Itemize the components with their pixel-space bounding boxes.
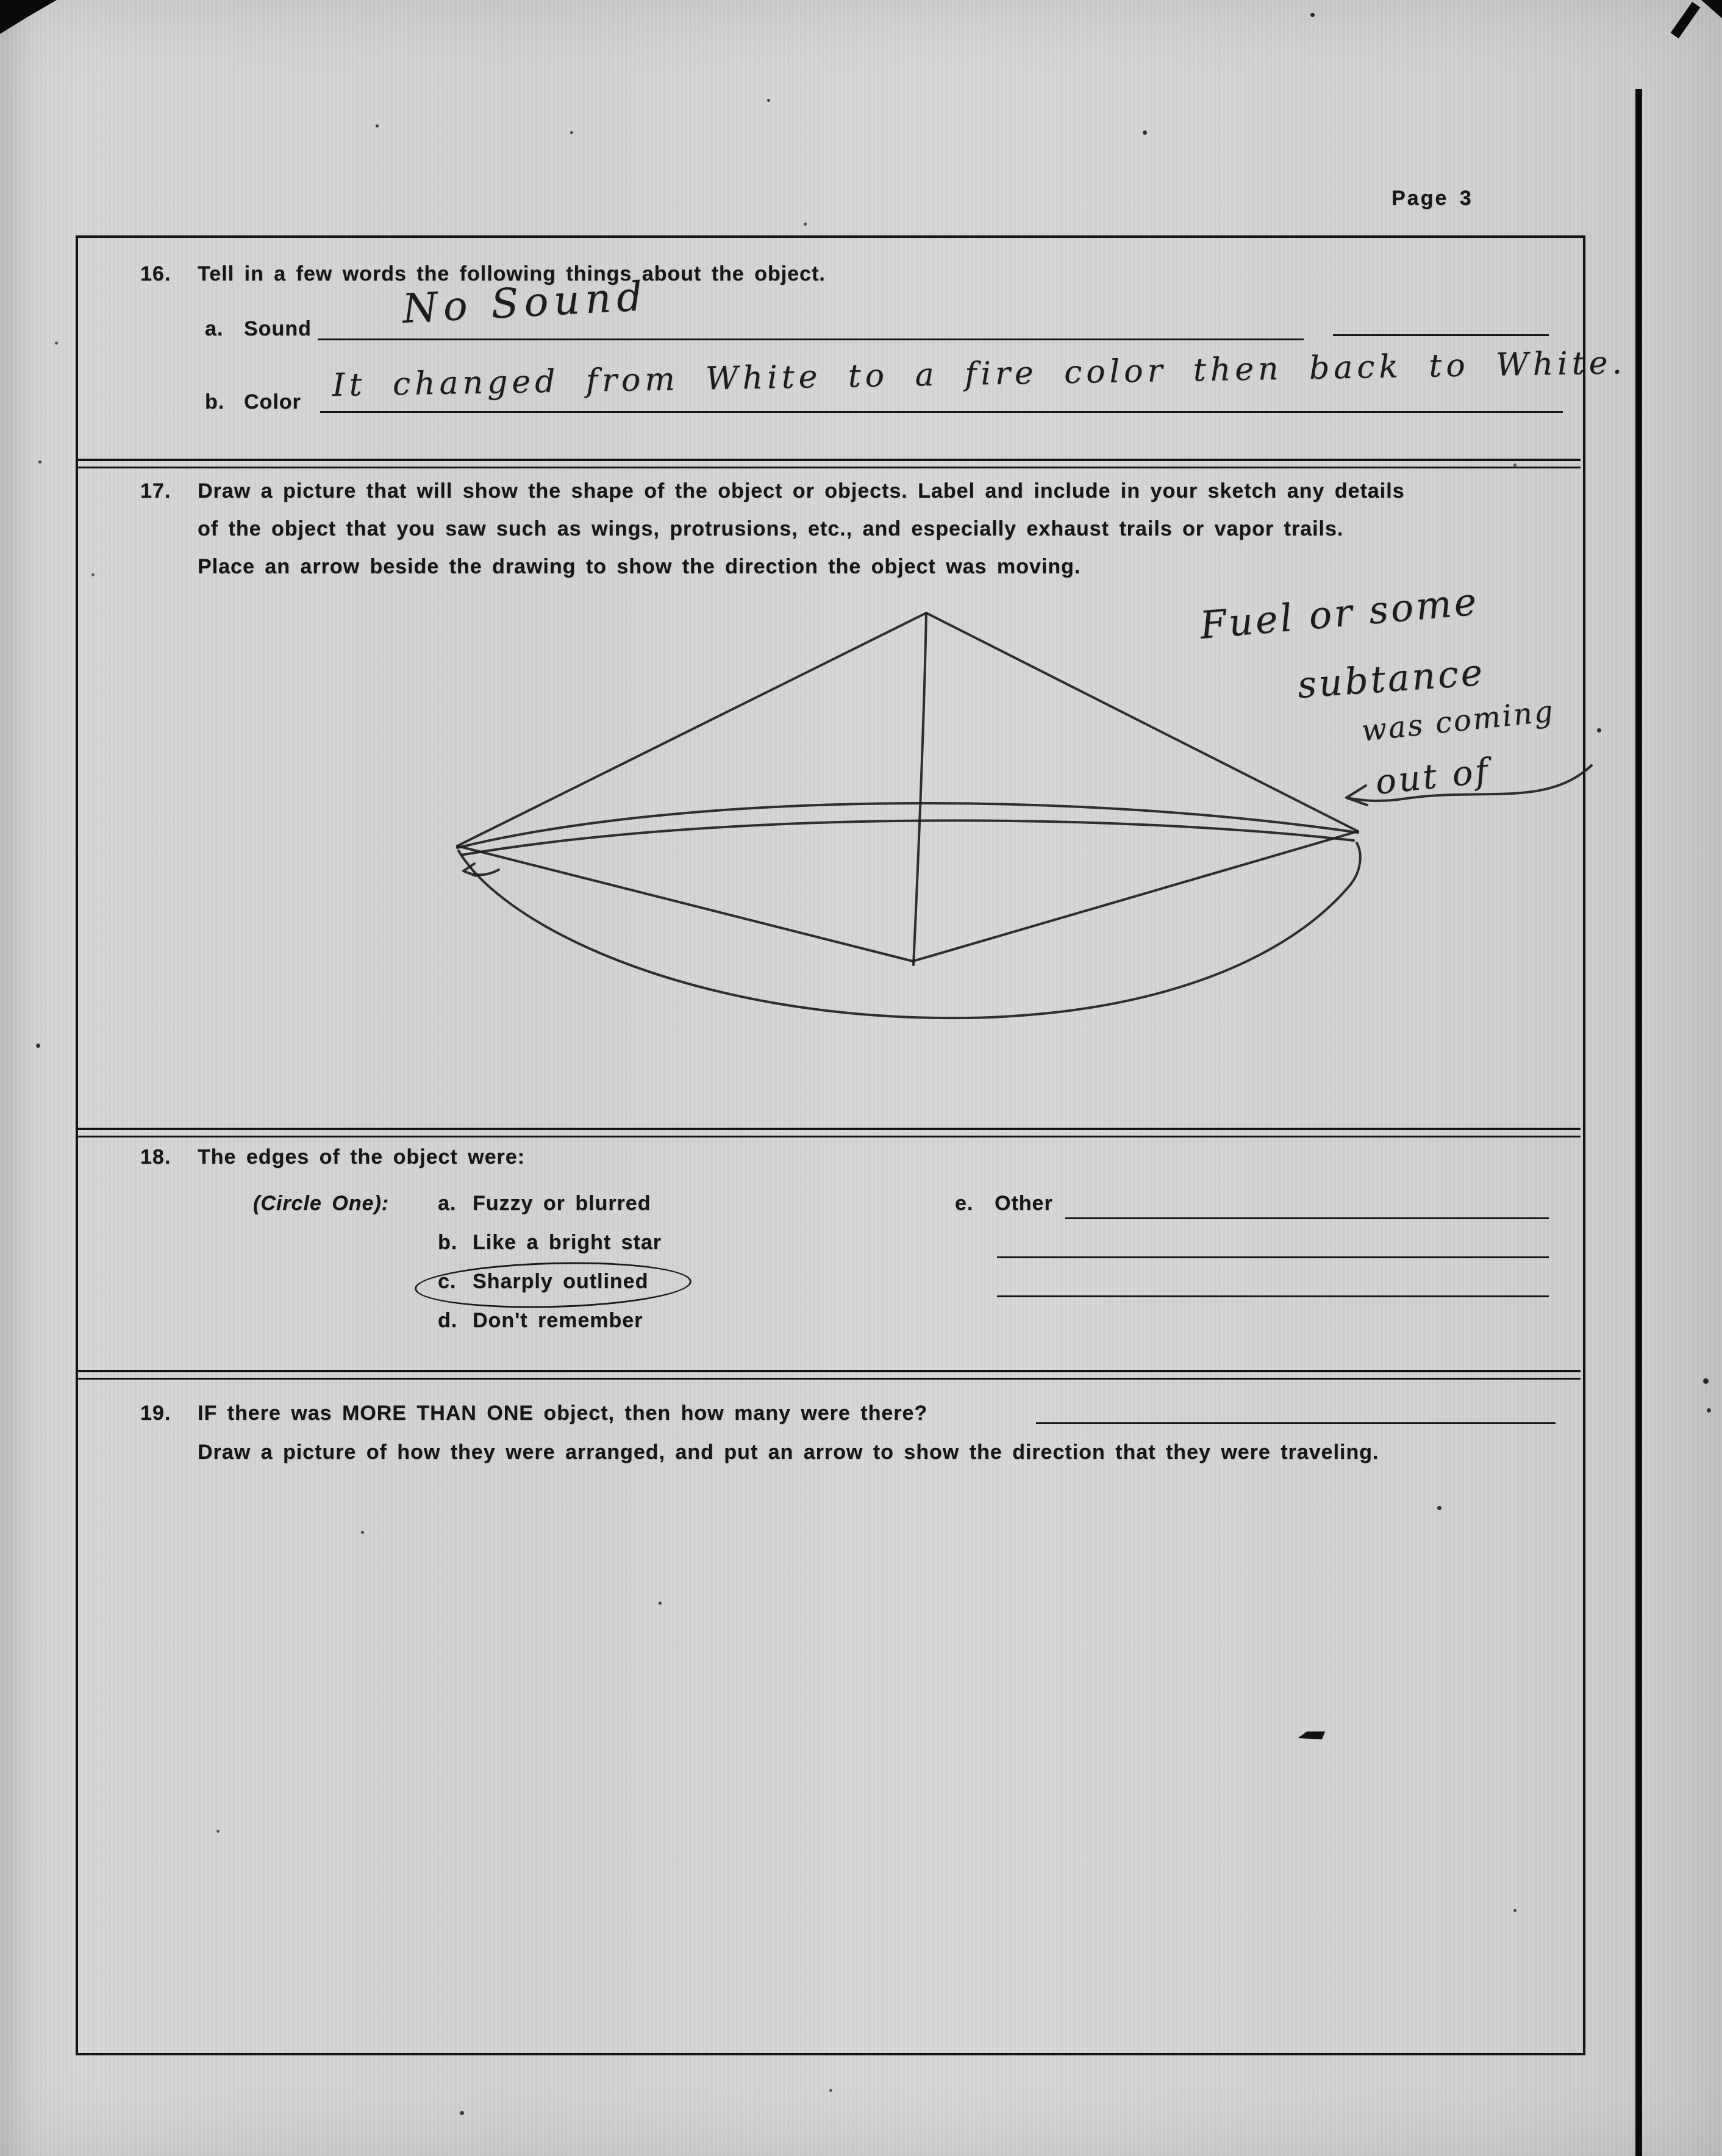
q18-option-b-label: Like a bright star <box>473 1231 662 1254</box>
q18-option-d-key: d. <box>438 1309 458 1332</box>
section-divider-1 <box>78 459 1581 468</box>
q18-option-c-key: c. <box>438 1270 457 1293</box>
q16b-answer-line <box>320 411 1563 413</box>
sketch-annotation-line4: out of <box>1373 751 1492 803</box>
q18-option-a-label: Fuzzy or blurred <box>473 1192 651 1215</box>
q18-number: 18. <box>140 1145 171 1169</box>
section-divider-2 <box>78 1128 1581 1137</box>
q19-number: 19. <box>140 1402 171 1425</box>
q16a-handwritten-answer: No Sound <box>401 272 649 332</box>
q16b-handwritten-answer: It changed from White to a fire color then back to White. <box>332 344 1627 404</box>
q17-text-line1: Draw a picture that will show the shape of the object or objects. Label and include in your sketch any details <box>198 479 1405 503</box>
section-divider-3 <box>78 1370 1581 1380</box>
sketch-annotation-line3: was coming <box>1360 693 1557 748</box>
q17-text-line2: of the object that you saw such as wings, protrusions, etc., and especially exhaust trails or vapor trails. <box>198 517 1344 540</box>
q17-text-line3: Place an arrow beside the drawing to show the direction the object was moving. <box>198 555 1081 578</box>
q18-option-c-label: Sharply outlined <box>473 1270 649 1293</box>
q19-text-line2: Draw a picture of how they were arranged, and put an arrow to show the direction that they were traveling. <box>198 1441 1379 1464</box>
q18-circle-one-label: (Circle One): <box>253 1192 390 1215</box>
q17-number: 17. <box>140 479 171 503</box>
q18-other-line-3 <box>997 1295 1549 1297</box>
scan-noise-specks <box>376 124 379 127</box>
q18-option-a-key: a. <box>438 1192 457 1215</box>
film-edge-bar <box>1635 89 1642 2156</box>
sketch-annotation-line1: Fuel or some <box>1198 579 1481 648</box>
q18-option-d-label: Don't remember <box>473 1309 643 1332</box>
q16b-label: Color <box>244 390 301 414</box>
corner-artifact-top-right-2 <box>1701 0 1722 18</box>
q16a-answer-line <box>318 338 1304 340</box>
q16b-key: b. <box>205 390 225 414</box>
q18-other-line-2 <box>997 1256 1549 1258</box>
q16a-key: a. <box>205 317 224 340</box>
q18-title: The edges of the object were: <box>198 1145 525 1169</box>
q16-title: Tell in a few words the following things about the object. <box>198 262 826 285</box>
page-number: Page 3 <box>1392 187 1473 210</box>
corner-artifact-top-left <box>0 0 91 38</box>
q18-option-e-label: Other <box>995 1192 1053 1215</box>
q18-option-b-key: b. <box>438 1231 458 1254</box>
q18-other-line-1 <box>1065 1217 1549 1219</box>
q16a-label: Sound <box>244 317 312 340</box>
sketch-annotation-line2: subtance <box>1296 651 1487 707</box>
corner-artifact-top-right <box>1671 2 1701 38</box>
q18-option-e-key: e. <box>955 1192 974 1215</box>
q16a-answer-line-2 <box>1333 334 1549 336</box>
q19-text-line1: IF there was MORE THAN ONE object, then how many were there? <box>198 1402 928 1425</box>
q19-answer-line <box>1036 1422 1556 1424</box>
q16-number: 16. <box>140 262 171 285</box>
